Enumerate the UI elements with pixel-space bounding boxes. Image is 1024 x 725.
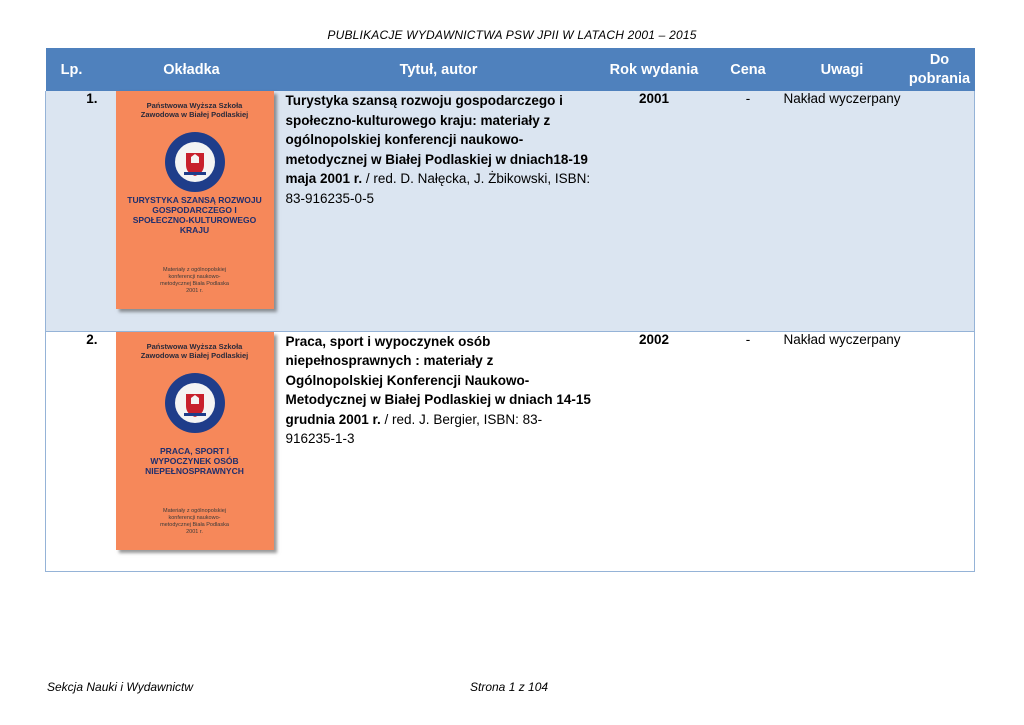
cover-subtitle: Materiały z ogólnopolskiej konferencji naukowo-metodycznej Biała Podlaska 2001 r. bbox=[160, 267, 229, 294]
year-cell: 2002 bbox=[592, 331, 717, 571]
table-row bbox=[46, 331, 975, 571]
download-cell bbox=[905, 331, 975, 571]
table-row bbox=[46, 91, 975, 331]
title-author-cell bbox=[286, 331, 592, 571]
column-header-year: Rok wydania bbox=[592, 49, 717, 92]
cover-title: PRACA, SPORT I WYPOCZYNEK OSÓB NIEPEŁNOSPRAWNYCH bbox=[145, 445, 244, 476]
book-editors-isbn: / red. J. Bergier, ISBN: 83-916235-1-3 bbox=[285, 411, 543, 446]
university-seal-icon bbox=[164, 131, 226, 193]
cover-title: TURYSTYKA SZANSĄ ROZWOJU GOSPODARCZEGO I SPOŁECZNO-KULTUROWEGO KRAJU bbox=[127, 195, 262, 235]
book-cover-image bbox=[116, 332, 274, 550]
book-cover-image bbox=[116, 91, 274, 309]
cover-subtitle: Materiały z ogólnopolskiej konferencji naukowo-metodycznej Biała Podlaska 2001 r. bbox=[160, 507, 229, 535]
cover-institution: Państwowa Wyższa Szkoła Zawodowa w Białej Podlaskiej bbox=[140, 101, 249, 119]
column-header-download-label: Do pobrania bbox=[908, 52, 971, 87]
table-header-row bbox=[46, 49, 975, 92]
column-header-notes: Uwagi bbox=[780, 49, 905, 92]
year-cell: 2001 bbox=[592, 91, 717, 331]
publications-table bbox=[45, 48, 975, 572]
page-header: PUBLIKACJE WYDAWNICTWA PSW JPII W LATACH 2001 – 2015 bbox=[327, 28, 697, 42]
column-header-price: Cena bbox=[717, 49, 780, 92]
notes-cell: Nakład wyczerpany bbox=[780, 331, 905, 571]
book-editors-isbn: / red. D. Nałęcka, J. Żbikowski, ISBN: 83-916235-0-5 bbox=[285, 171, 591, 206]
university-seal-icon bbox=[164, 372, 226, 434]
column-header-lp: Lp. bbox=[46, 49, 98, 92]
row-number: 2. bbox=[46, 331, 98, 571]
book-title: Praca, sport i wypoczynek osób niepełnosprawnych : materiały z Ogólnopolskiej Konferencji Naukowo-Metodycznej w Białej Podlaskiej w dniach 14-15 grudnia 2001 r. bbox=[285, 333, 591, 427]
footer-section-name: Sekcja Nauki i Wydawnictw bbox=[47, 680, 194, 694]
column-header-cover: Okładka bbox=[98, 49, 286, 92]
column-header-download bbox=[905, 49, 975, 92]
row-number: 1. bbox=[46, 91, 98, 331]
price-cell: - bbox=[717, 331, 780, 571]
footer-page-number: Strona 1 z 104 bbox=[470, 680, 549, 694]
notes-cell: Nakład wyczerpany bbox=[780, 91, 905, 331]
column-header-title: Tytuł, autor bbox=[286, 49, 592, 92]
cover-institution: Państwowa Wyższa Szkoła Zawodowa w Białej Podlaskiej bbox=[140, 341, 249, 360]
cover-cell bbox=[98, 331, 286, 571]
book-title: Turystyka szansą rozwoju gospodarczego i społeczno-kulturowego kraju: materiały z ogólnopolskiej konferencji naukowo-metodycznej w Białej Podlaskiej w dniach18-19 maja 2001 r. bbox=[285, 93, 588, 186]
price-cell: - bbox=[717, 91, 780, 331]
download-cell bbox=[905, 91, 975, 331]
title-author-cell bbox=[286, 91, 592, 331]
cover-cell bbox=[98, 91, 286, 331]
